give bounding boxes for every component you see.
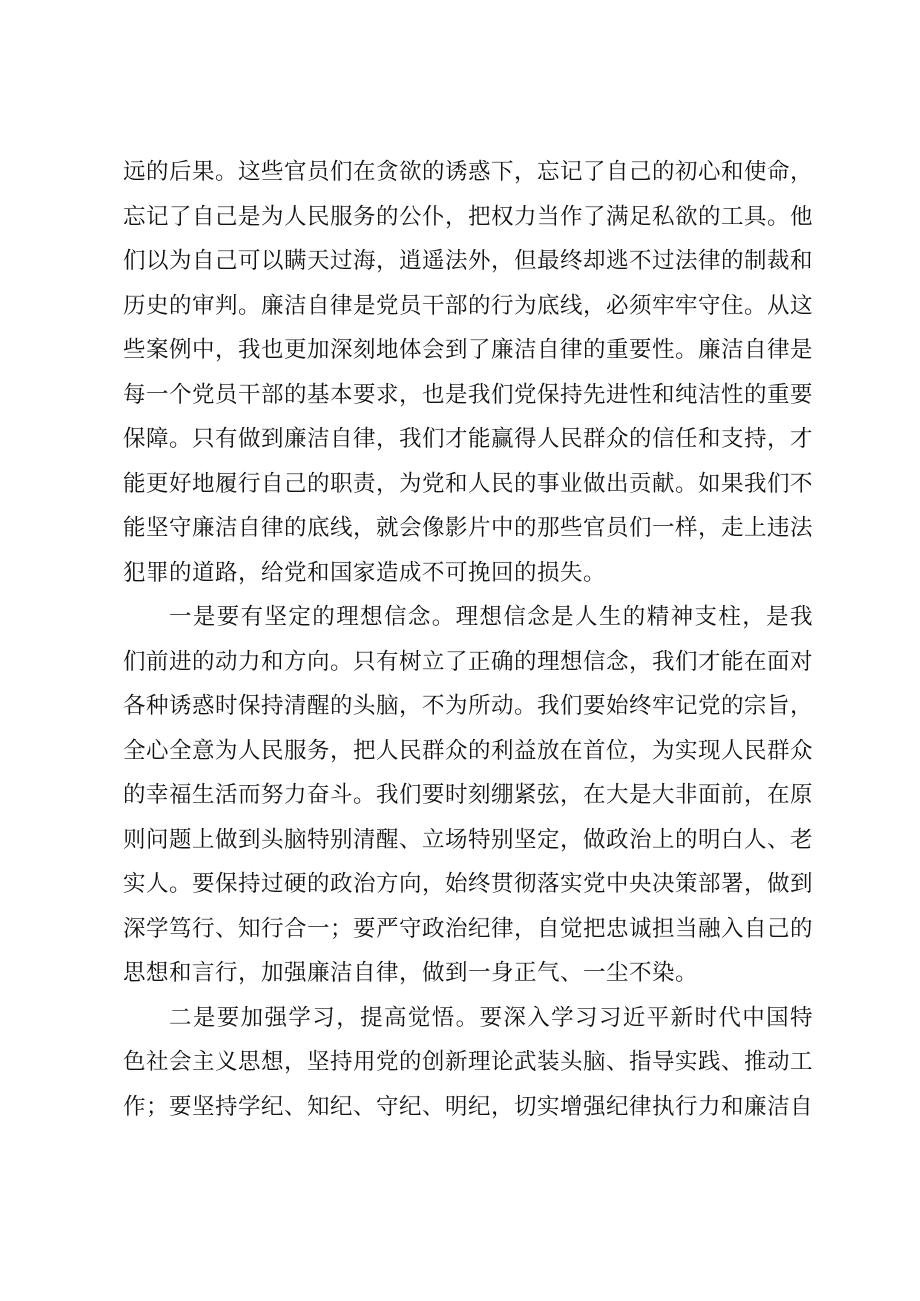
text-line: 们前进的动力和方向。只有树立了正确的理想信念，我们才能在面对 bbox=[123, 648, 814, 675]
text-line: 作；要坚持学纪、知纪、守纪、明纪，切实增强纪律执行力和廉洁自 bbox=[123, 1093, 814, 1120]
text-line: 一是要有坚定的理想信念。理想信念是人生的精神支柱，是我 bbox=[169, 604, 813, 630]
text-line: 保障。只有做到廉洁自律，我们才能赢得人民群众的信任和支持，才 bbox=[123, 426, 814, 452]
text-line: 的幸福生活而努力奋斗。我们要时刻绷紧弦，在大是大非面前，在原 bbox=[123, 782, 814, 808]
text-line: 们以为自己可以瞒天过海，逍遥法外，但最终却逃不过法律的制裁和 bbox=[123, 248, 814, 274]
text-line: 二是要加强学习，提高觉悟。要深入学习习近平新时代中国特 bbox=[169, 1004, 813, 1031]
text-line: 能更好地履行自己的职责，为党和人民的事业做出贡献。如果我们不 bbox=[123, 470, 814, 497]
text-line: 思想和言行，加强廉洁自律，做到一身正气、一尘不染。 bbox=[123, 960, 699, 986]
text-line: 忘记了自己是为人民服务的公仆，把权力当作了满足私欲的工具。他 bbox=[123, 203, 814, 230]
text-line: 各种诱惑时保持清醒的头脑，不为所动。我们要始终牢记党的宗旨， bbox=[123, 693, 814, 719]
text-line: 则问题上做到头脑特别清醒、立场特别坚定，做政治上的明白人、老 bbox=[123, 826, 814, 853]
text-line: 全心全意为人民服务，把人民群众的利益放在首位，为实现人民群众 bbox=[123, 737, 814, 764]
text-line: 能坚守廉洁自律的底线，就会像影片中的那些官员们一样，走上违法 bbox=[123, 515, 814, 541]
text-line: 些案例中，我也更加深刻地体会到了廉洁自律的重要性。廉洁自律是 bbox=[123, 337, 814, 363]
body-text bbox=[123, 150, 813, 1129]
text-line: 每一个党员干部的基本要求，也是我们党保持先进性和纯洁性的重要 bbox=[123, 381, 814, 408]
text-line: 深学笃行、知行合一；要严守政治纪律，自觉把忠诚担当融入自己的 bbox=[123, 915, 814, 942]
text-line: 历史的审判。廉洁自律是党员干部的行为底线，必须牢牢守住。从这 bbox=[123, 292, 814, 319]
text-line: 远的后果。这些官员们在贪欲的诱惑下，忘记了自己的初心和使命， bbox=[123, 159, 814, 185]
text-line: 实人。要保持过硬的政治方向，始终贯彻落实党中央决策部署，做到 bbox=[123, 871, 814, 897]
text-line: 色社会主义思想，坚持用党的创新理论武装头脑、指导实践、推动工 bbox=[123, 1049, 814, 1075]
text-line: 犯罪的道路，给党和国家造成不可挽回的损失。 bbox=[123, 559, 607, 586]
